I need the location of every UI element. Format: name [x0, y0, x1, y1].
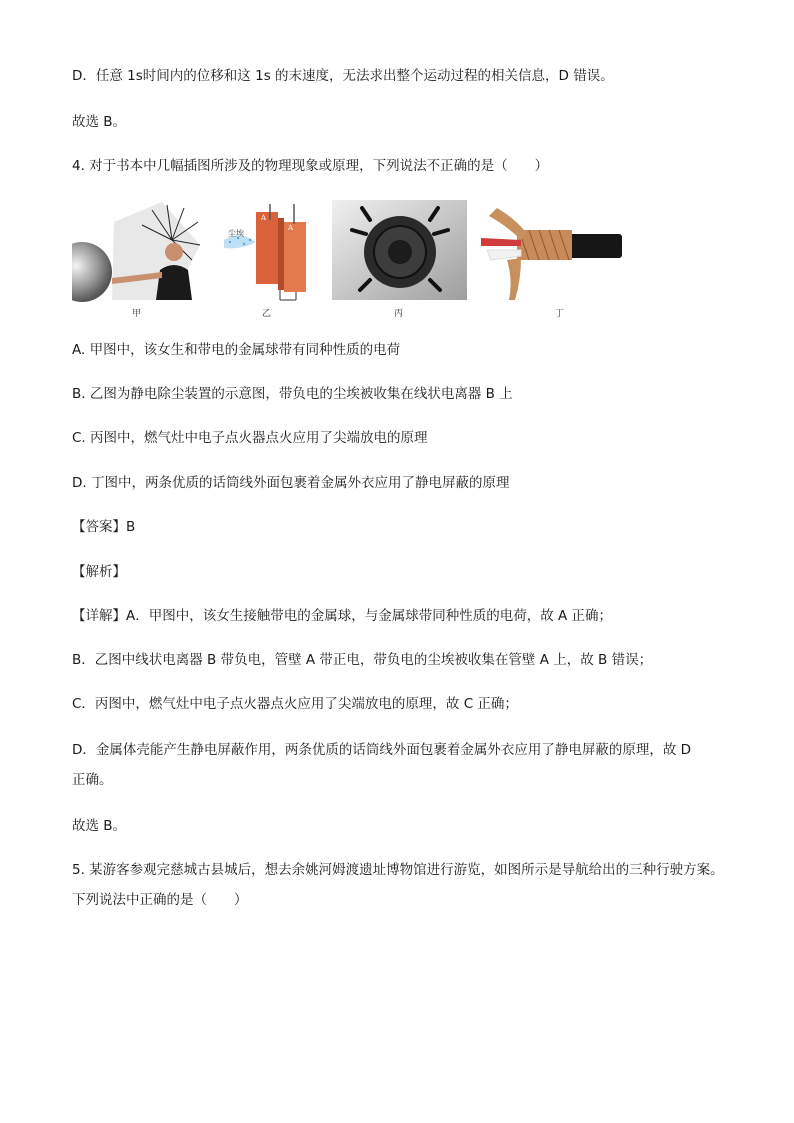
q4-detail-d-line2: 正确。	[72, 772, 113, 788]
q4-option-b: B. 乙图为静电除尘装置的示意图，带负电的尘埃被收集在线状电离器 B 上	[72, 386, 513, 402]
q4-figures	[72, 200, 632, 320]
figure-yi-label-a1: A	[261, 214, 267, 222]
figure-jia-caption: 甲	[132, 309, 142, 319]
figure-yi-label-a2: A	[288, 224, 294, 232]
figure-ding-photo	[477, 200, 622, 319]
figure-yi-dust-label: 尘埃	[228, 229, 244, 238]
figure-bing-photo	[332, 200, 467, 319]
q4-detail-a: 【详解】A．甲图中，该女生接触带电的金属球，与金属球带同种性质的电荷，故 A 正确；	[72, 608, 613, 624]
q4-detail-d-line1: D．金属体壳能产生静电屏蔽作用，两条优质的话筒线外面包裹着金属外衣应用了静电屏蔽的原理，故 D	[72, 742, 692, 758]
q4-option-a: A. 甲图中，该女生和带电的金属球带有同种性质的电荷	[72, 342, 401, 358]
q4-conclusion: 故选 B。	[72, 818, 127, 834]
q4-analysis-title: 【解析】	[72, 564, 126, 580]
q5-stem: 5. 某游客参观完慈城古县城后，想去余姚河姆渡遗址博物馆进行游览，如图所示是导航给出的三种行驶方案。下列说法中正确的是（ ）	[72, 862, 724, 908]
figure-bing-caption: 丙	[394, 309, 404, 319]
q4-detail-b: B．乙图中线状电离器 B 带负电，管壁 A 带正电，带负电的尘埃被收集在管壁 A 上，故 B 错误；	[72, 652, 653, 668]
q4-option-d: D. 丁图中，两条优质的话筒线外面包裹着金属外衣应用了静电屏蔽的原理	[72, 475, 510, 491]
q4-stem: 4. 对于书本中几幅插图所涉及的物理现象或原理，下列说法不正确的是（ ）	[72, 158, 549, 174]
q3-option-d-explanation: D．任意 1s时间内的位移和这 1s 的末速度，无法求出整个运动过程的相关信息，D 错误。	[72, 68, 614, 84]
q3-conclusion: 故选 B。	[72, 114, 127, 130]
q4-option-c: C. 丙图中，燃气灶中电子点火器点火应用了尖端放电的原理	[72, 430, 428, 446]
q4-answer: 【答案】B	[72, 519, 136, 535]
figure-yi-caption: 乙	[262, 309, 272, 319]
figure-ding-caption: 丁	[555, 309, 565, 319]
figure-jia-photo	[72, 200, 202, 319]
figure-yi-diagram	[222, 200, 322, 319]
q4-detail-c: C．丙图中，燃气灶中电子点火器点火应用了尖端放电的原理，故 C 正确；	[72, 696, 518, 712]
